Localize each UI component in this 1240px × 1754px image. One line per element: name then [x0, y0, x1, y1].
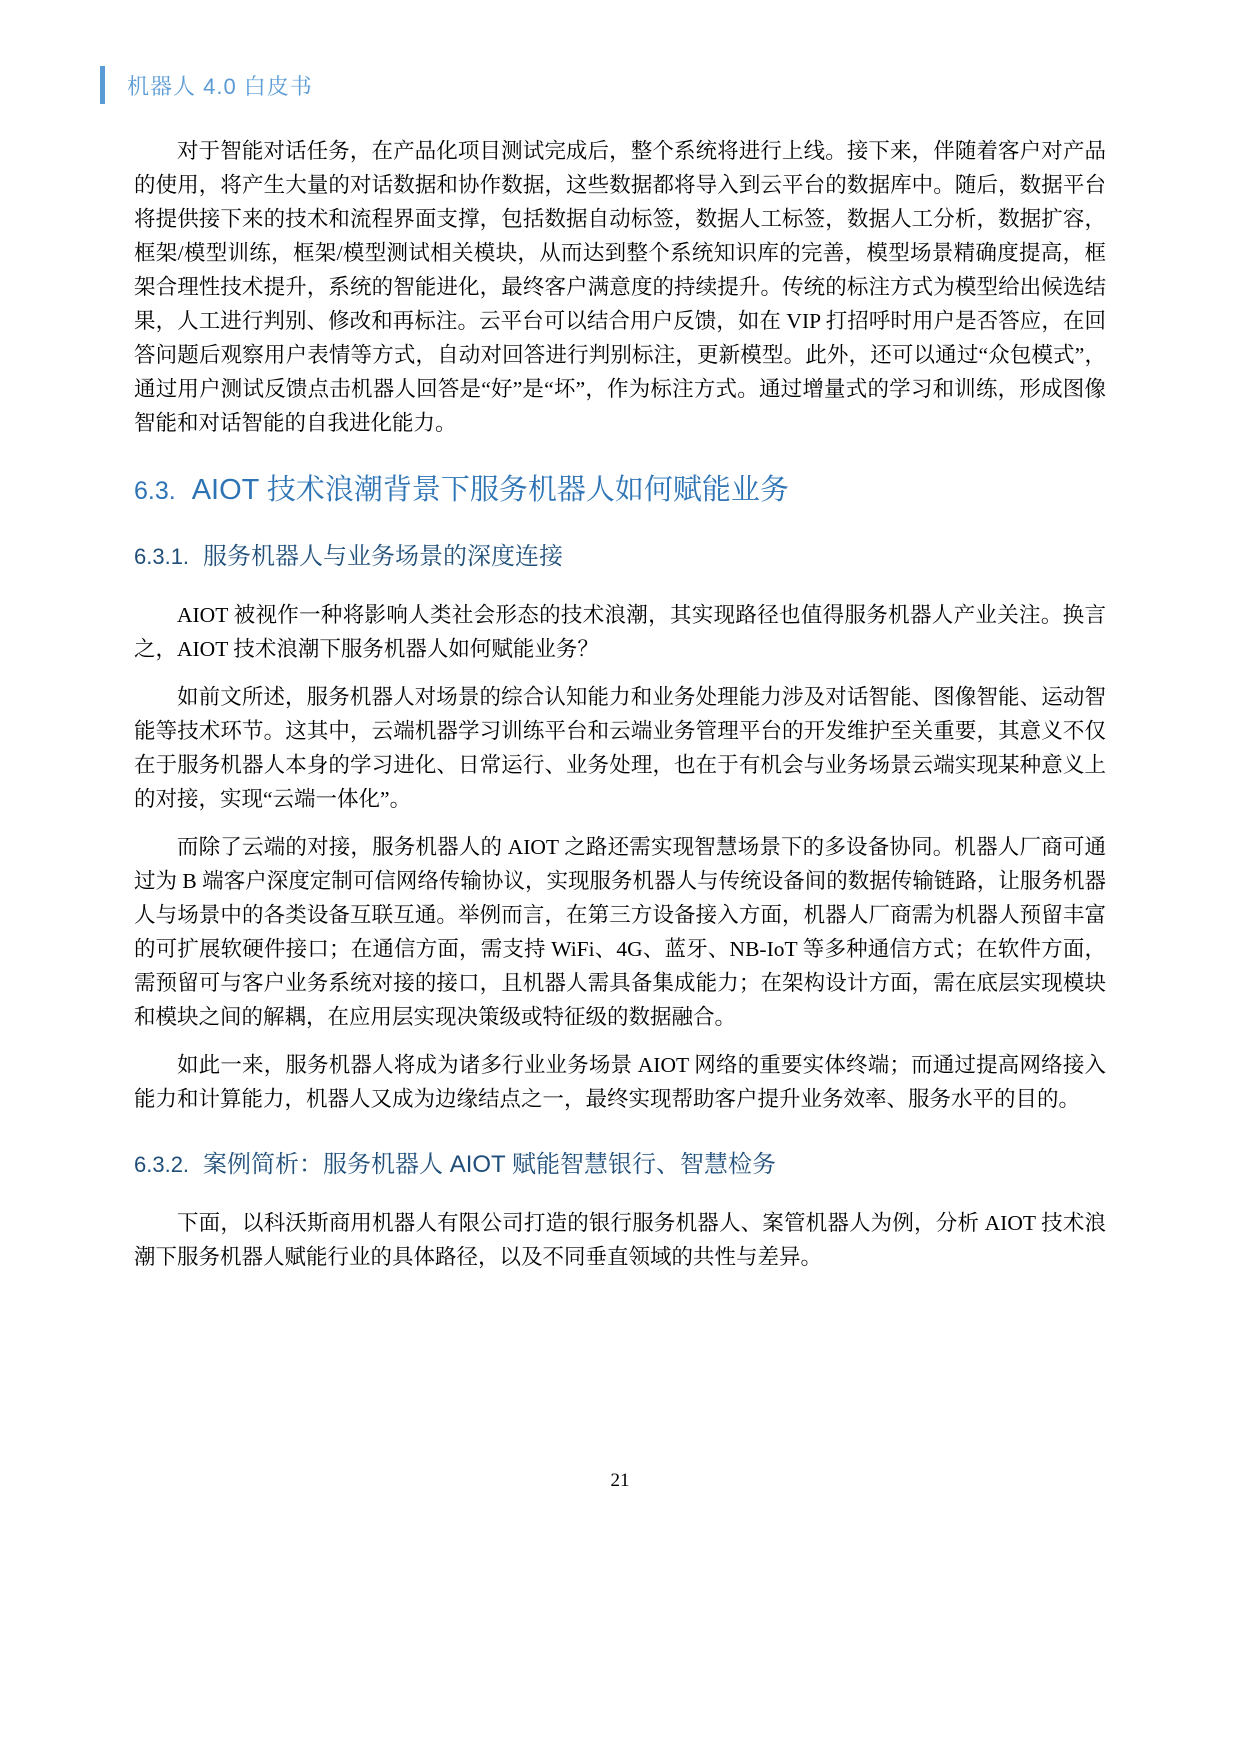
header-accent-bar: [100, 66, 105, 104]
subsection-heading-6-3-1: [134, 542, 1106, 572]
section-heading-6-3: [134, 472, 1106, 508]
body-paragraph: 而除了云端的对接，服务机器人的 AIOT 之路还需实现智慧场景下的多设备协同。机器人厂商可通过为 B 端客户深度定制可信网络传输协议，实现服务机器人与传统设备间的数据传输链路，让服务机器人与场景中的各类设备互联互通。举例而言，在第三方设备接入方面，机器人厂商需为机器人预留丰富的可扩展软硬件接口；在通信方面，需支持 WiFi、4G、蓝牙、NB-IoT 等多种通信方式；在软件方面，需预留可与客户业务系统对接的接口，且机器人需具备集成能力；在架构设计方面，需在底层实现模块和模块之间的解耦，在应用层实现决策级或特征级的数据融合。: [134, 835, 1106, 1030]
body-paragraph: AIOT 被视作一种将影响人类社会形态的技术浪潮，其实现路径也值得服务机器人产业关注。换言之，AIOT 技术浪潮下服务机器人如何赋能业务？: [134, 603, 1106, 662]
subsection-heading-number: 6.3.1.: [134, 544, 190, 570]
section-heading-number: 6.3.: [134, 477, 176, 505]
page-number: 21: [610, 1470, 630, 1491]
subsection-heading-title: 服务机器人与业务场景的深度连接: [203, 543, 564, 571]
subsection-heading-title: 案例简析：服务机器人 AIOT 赋能智慧银行、智慧检务: [203, 1151, 776, 1179]
section-heading-title: AIOT 技术浪潮背景下服务机器人如何赋能业务: [191, 474, 789, 506]
document-title: 机器人 4.0 白皮书: [127, 73, 313, 99]
intro-paragraph: 对于智能对话任务，在产品化项目测试完成后，整个系统将进行上线。接下来，伴随着客户对产品的使用，将产生大量的对话数据和协作数据，这些数据都将导入到云平台的数据库中。随后，数据平台将提供接下来的技术和流程界面支撑，包括数据自动标签，数据人工标签，数据人工分析，数据扩容，框架/模型训练，框架/模型测试相关模块，从而达到整个系统知识库的完善，模型场景精确度提高，框架合理性技术提升，系统的智能进化，最终客户满意度的持续提升。传统的标注方式为模型给出候选结果，人工进行判别、修改和再标注。云平台可以结合用户反馈，如在 VIP 打招呼时用户是否答应，在回答问题后观察用户表情等方式，自动对回答进行判别标注，更新模型。此外，还可以通过“众包模式”，通过用户测试反馈点击机器人回答是“好”是“坏”，作为标注方式。通过增量式的学习和训练，形成图像智能和对话智能的自我进化能力。: [134, 139, 1106, 435]
body-paragraph: 下面，以科沃斯商用机器人有限公司打造的银行服务机器人、案管机器人为例，分析 AIOT 技术浪潮下服务机器人赋能行业的具体路径，以及不同垂直领域的共性与差异。: [134, 1211, 1106, 1270]
document-header: [100, 66, 1106, 104]
subsection-heading-6-3-2: [134, 1150, 1106, 1180]
body-paragraph: 如此一来，服务机器人将成为诸多行业业务场景 AIOT 网络的重要实体终端；而通过提高网络接入能力和计算能力，机器人又成为边缘结点之一，最终实现帮助客户提升业务效率、服务水平的目的。: [134, 1053, 1106, 1112]
subsection-heading-number: 6.3.2.: [134, 1152, 190, 1178]
body-paragraph: 如前文所述，服务机器人对场景的综合认知能力和业务处理能力涉及对话智能、图像智能、运动智能等技术环节。这其中，云端机器学习训练平台和云端业务管理平台的开发维护至关重要，其意义不仅在于服务机器人本身的学习进化、日常运行、业务处理，也在于有机会与业务场景云端实现某种意义上的对接，实现“云端一体化”。: [134, 685, 1106, 812]
